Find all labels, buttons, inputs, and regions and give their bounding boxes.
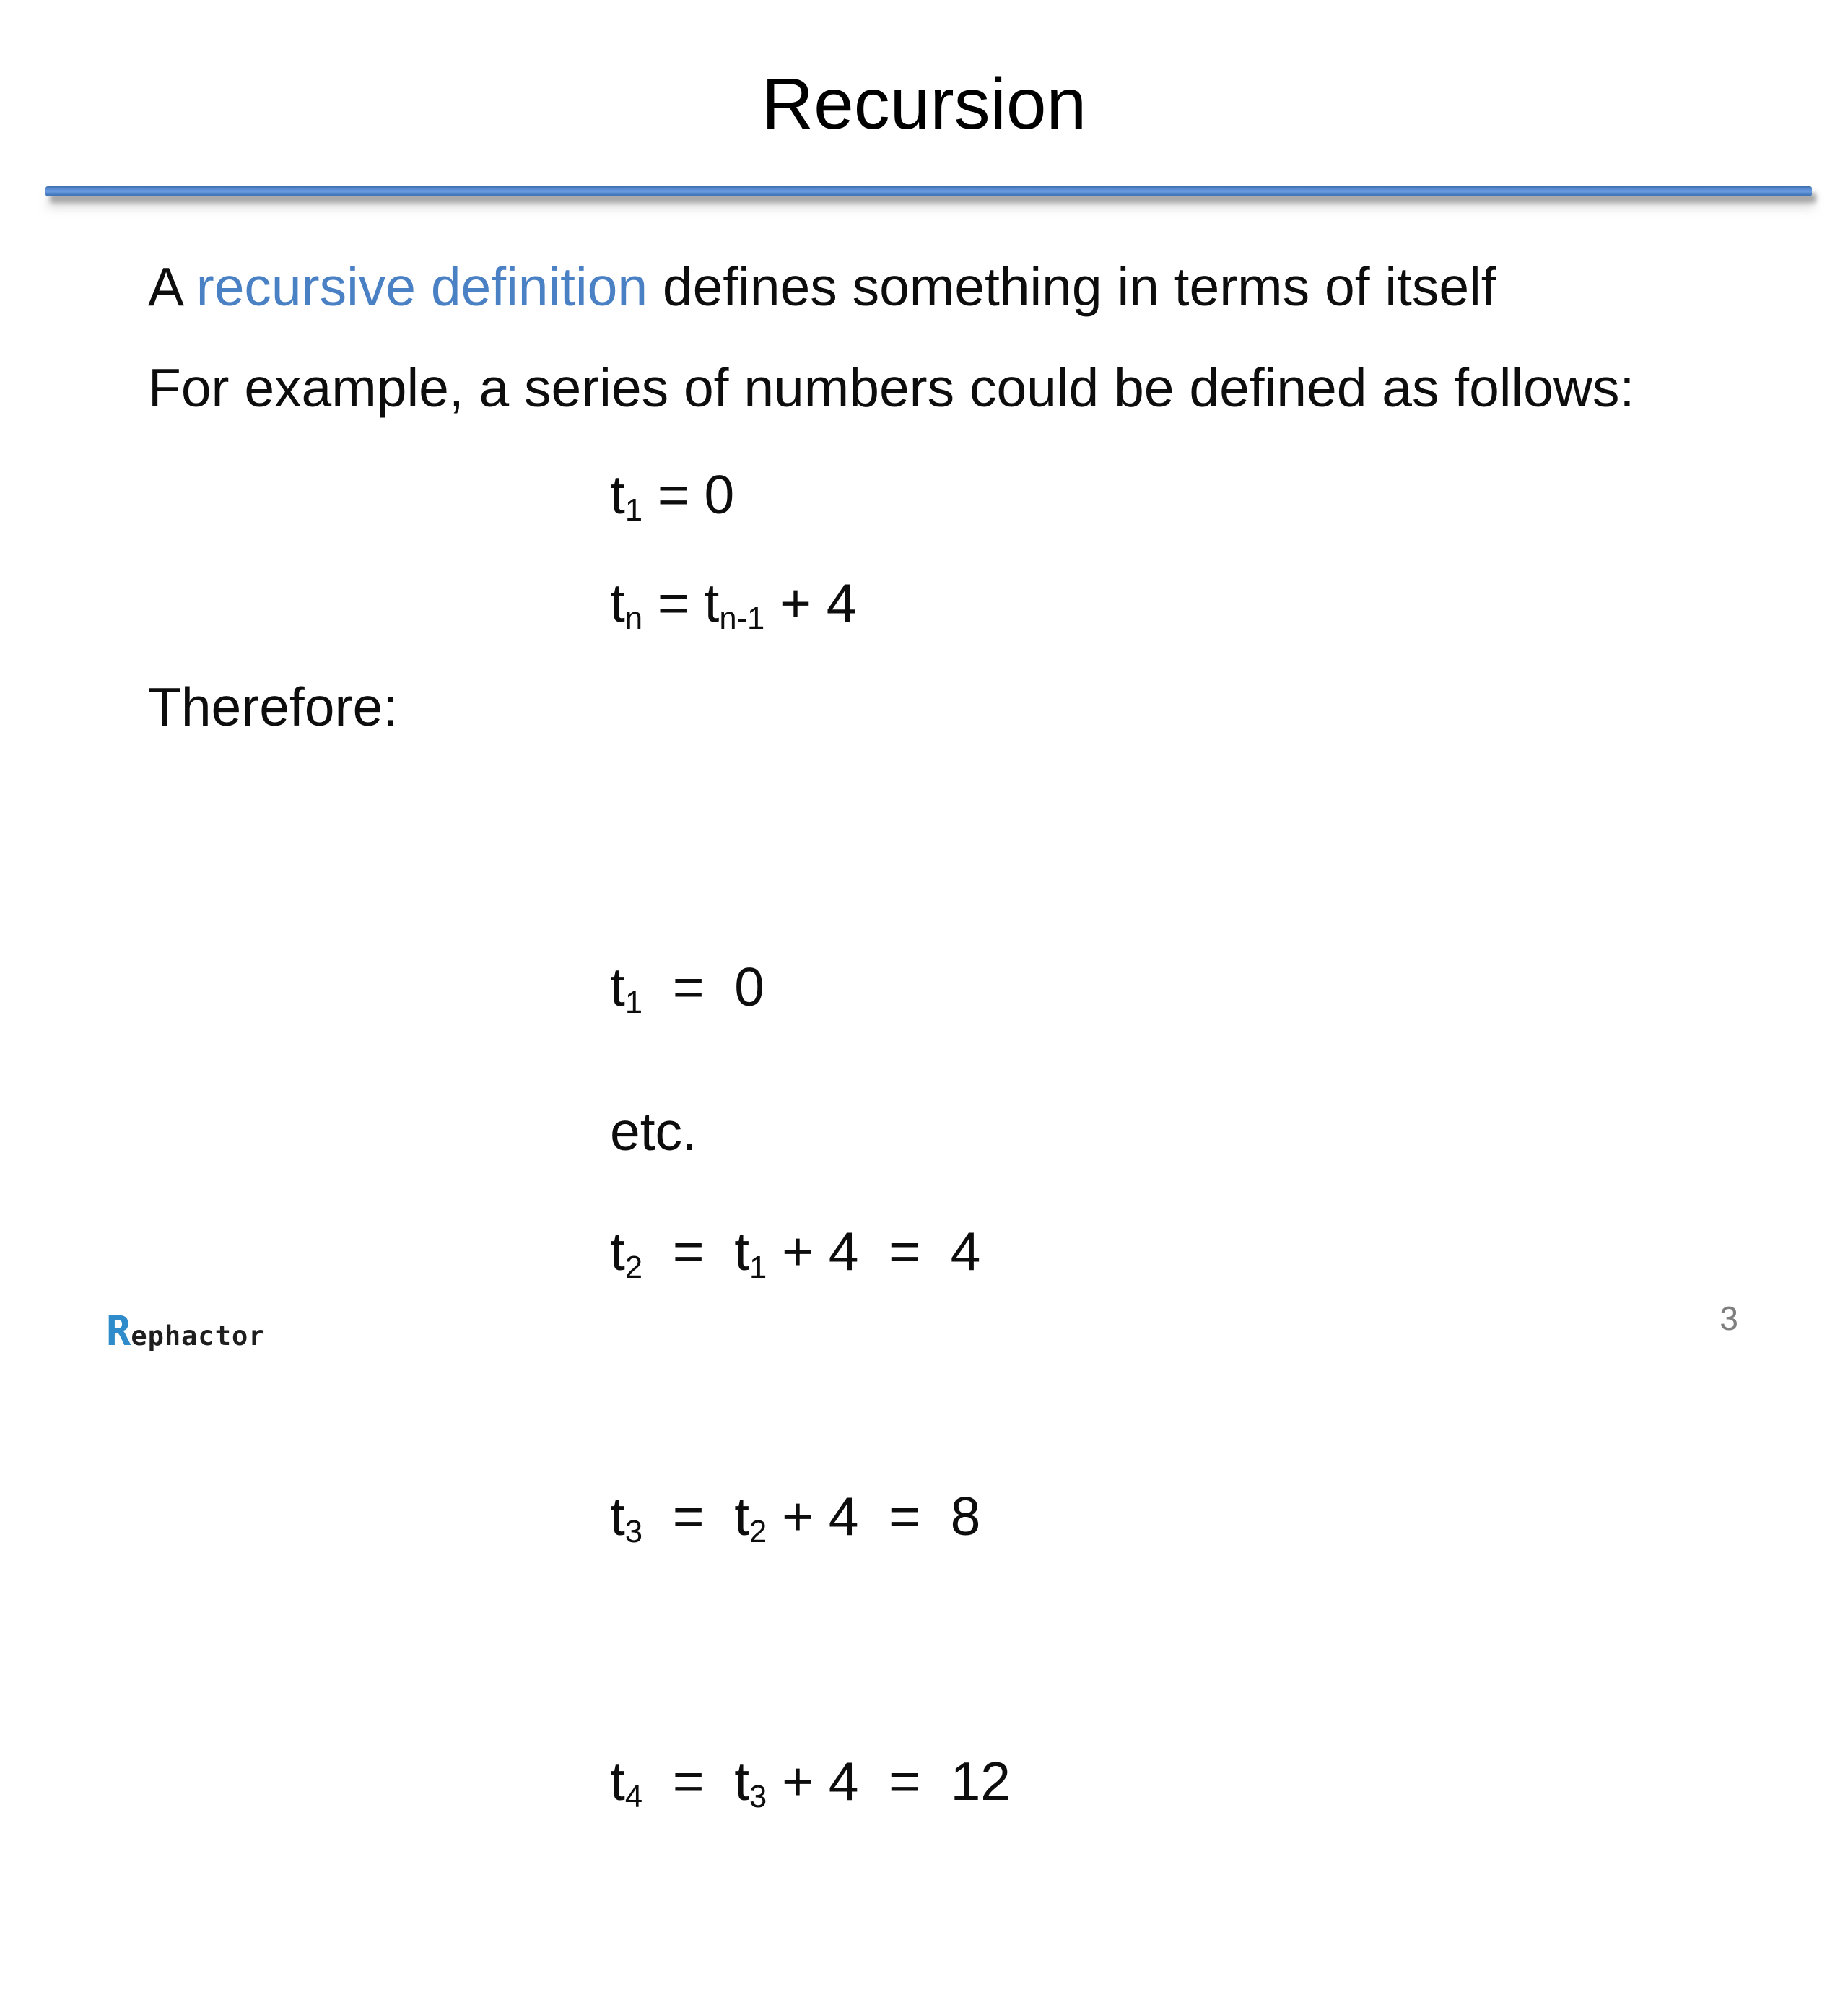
equation-subscript: 1 [749, 1250, 767, 1285]
equation-subscript: n [624, 601, 643, 637]
equation-subscript: 3 [624, 1515, 643, 1550]
equation-subscript: 1 [624, 985, 643, 1020]
equation-recursive-case: tn = tn-1 + 4 [610, 573, 857, 637]
rephactor-logo [106, 1307, 266, 1355]
rephactor-logo-text: ephactor [131, 1320, 266, 1352]
definition-sentence-prefix: A [148, 256, 196, 317]
definition-sentence-highlight: recursive definition [196, 256, 648, 317]
etc-label: etc. [610, 1101, 697, 1162]
equation-subscript: 3 [749, 1780, 767, 1815]
title-divider-rule [45, 186, 1812, 196]
equation-subscript: 1 [624, 493, 643, 528]
slide-title: Recursion [761, 64, 1087, 144]
example-sentence: For example, a series of numbers could be defined as follows: [148, 357, 1635, 418]
equation-subscript: 4 [624, 1780, 643, 1815]
definition-sentence-suffix: defines something in terms of itself [648, 256, 1496, 317]
equation-subscript: 2 [749, 1515, 767, 1550]
equation-base-case: t1 = 0 [610, 464, 735, 528]
derived-equations-block [610, 766, 1011, 2002]
equation-line-t4: t4 = t3 + 4 = 12 [610, 1750, 1011, 1815]
equation-line-t3: t3 = t2 + 4 = 8 [610, 1486, 981, 1550]
equation-line-t1: t1 = 0 [610, 956, 764, 1020]
rephactor-logo-r: R [106, 1307, 131, 1355]
therefore-label: Therefore: [148, 676, 398, 737]
equation-subscript: 2 [624, 1250, 643, 1285]
equation-subscript: n-1 [719, 601, 765, 637]
definition-sentence [148, 254, 1496, 319]
page-number: 3 [1720, 1300, 1738, 1337]
equation-line-t2: t2 = t1 + 4 = 4 [610, 1221, 981, 1285]
